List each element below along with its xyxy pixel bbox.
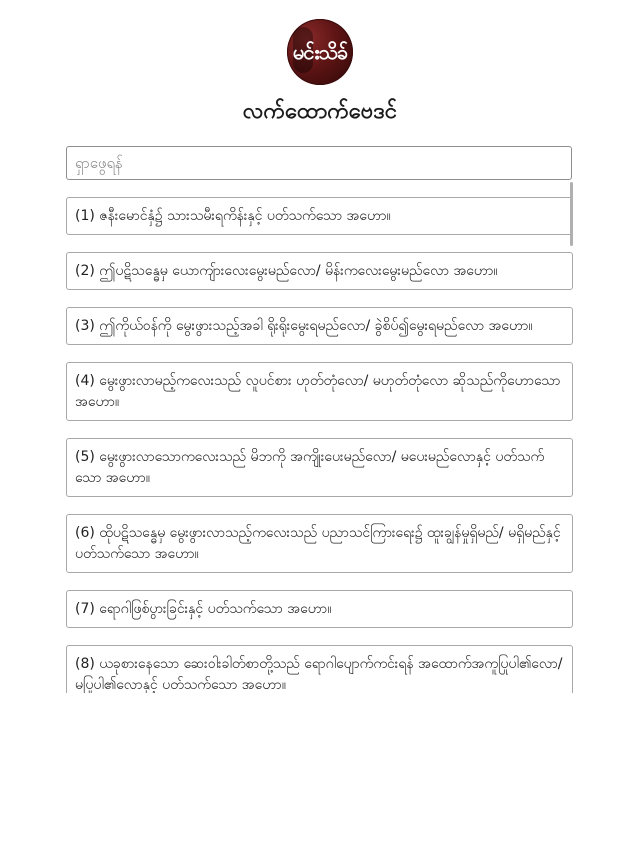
search-input[interactable] <box>66 146 572 180</box>
list-item-1[interactable]: (1) ဇနီးမောင်နှံ၌ သားသမီးရကိန်းနှင့် ပတ်သက်သော အဟော။ <box>66 197 573 235</box>
list-item-4[interactable]: (4) မွေးဖွားလာမည့်ကလေးသည် လူပင်စား ဟုတ်တုံလော/ မဟုတ်တုံလော ဆိုသည်ကိုဟောသော အဟော။ <box>66 362 573 421</box>
list-item-7[interactable]: (7) ရောဂါဖြစ်ပွားခြင်းနှင့် ပတ်သက်သော အဟော။ <box>66 590 573 628</box>
list-item-8[interactable]: (8) ယခုစားနေသော ဆေးဝါးခါတ်စာတို့သည် ရောဂါပျောက်ကင်းရန် အထောက်အကူပြုပါ၏လော/ မပြုပါ၏လောနှင့် ပတ်သက်သော အဟော။ <box>66 645 573 693</box>
list-item-5[interactable]: (5) မွေးဖွားလာသောကလေးသည် မိဘကို အကျိုးပေးမည်လော/ မပေးမည်လောနှင့် ပတ်သက်သော အဟော။ <box>66 438 573 497</box>
list-item-2[interactable]: (2) ဤပဋိသန္ဓေမှ ယောကျ်ားလေးမွေးမည်လော/ မိန်းကလေးမွေးမည်လော အဟော။ <box>66 252 573 290</box>
logo-text: မင်းသိခ် <box>292 40 348 64</box>
page-title: လက်ထောက်ဗေဒင် <box>242 99 398 124</box>
question-list <box>66 197 573 693</box>
question-list-viewport[interactable] <box>60 182 580 693</box>
list-item-3[interactable]: (3) ဤကိုယ်ဝန်ကို မွေးဖွားသည့်အခါ ရိုးရိုးမွေးရမည်လော/ ခွဲစိပ်၍မွေးရမည်လော အဟော။ <box>66 307 573 345</box>
app-logo <box>287 19 353 85</box>
list-item-6[interactable]: (6) ထိုပဋိသန္ဓေမှ မွေးဖွားလာသည့်ကလေးသည် ပညာသင်ကြားရေး၌ ထူးချွန်မှုရှိမည်/ မရှိမည်နှင့် ပတ်သက်သော အဟော။ <box>66 514 573 573</box>
scrollbar-thumb[interactable] <box>570 182 573 246</box>
